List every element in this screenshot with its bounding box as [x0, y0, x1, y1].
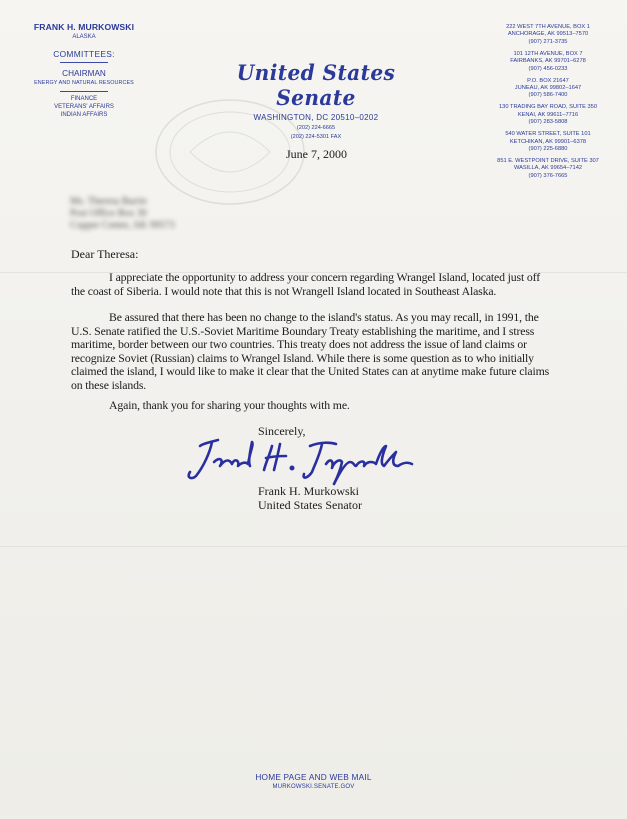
- office-address: [486, 131, 610, 153]
- closing: Sincerely,: [258, 424, 306, 438]
- chairman-label: CHAIRMAN: [62, 69, 106, 78]
- recipient-line: Post Office Box 30: [70, 208, 147, 219]
- office-address: [486, 51, 610, 73]
- senator-name: FRANK H. MURKOWSKI: [33, 22, 135, 32]
- footer-label: HOME PAGE AND WEB MAIL: [255, 772, 372, 782]
- footer-website: MURKOWSKI.SENATE.GOV: [272, 784, 355, 790]
- office-street: 130 TRADING BAY ROAD, SUITE 350: [499, 104, 597, 111]
- office-address: [486, 24, 610, 46]
- letter-date: June 7, 2000: [286, 147, 347, 161]
- letterhead-footer: [200, 772, 427, 790]
- letterhead-center: [210, 60, 422, 140]
- office-city: JUNEAU, AK 99802–1647: [514, 85, 582, 92]
- committee-item: FINANCE: [70, 96, 98, 102]
- recipient-line: Copper Center, AK 99573: [70, 220, 175, 231]
- senator-state: ALASKA: [72, 34, 96, 40]
- letterhead-offices: [486, 24, 610, 185]
- body-paragraph: Again, thank you for sharing your thoughts with me.: [109, 398, 350, 412]
- signer-block: [258, 485, 362, 513]
- office-city: KENAI, AK 99611–7716: [517, 111, 579, 118]
- signer-name: Frank H. Murkowski: [258, 484, 359, 498]
- divider: [60, 62, 108, 63]
- office-street: 101 12TH AVENUE, BOX 7: [513, 50, 583, 57]
- body-paragraph: Be assured that there has been no change to the island's status. As you may recall, in 1991, the U.S. Senate ratified the U.S.-Soviet Maritime Boundary Treaty establishing the maritime, and I stress maritime, border between our two countries. This treaty does not address the issue of land claims or recognize Soviet (Russian) claims to Wrangel Island. While there is some question as to who initially claimed the island, I would like to make it clear that the United States can at anytime make future claims on these islands.: [71, 310, 550, 392]
- office-address: [486, 158, 610, 180]
- recipient-address-redacted: [70, 196, 230, 232]
- salutation: Dear Theresa:: [71, 247, 139, 261]
- body-paragraph: I appreciate the opportunity to address your concern regarding Wrangel Island, located just off the coast of Siberia. I would note that this is not Wrangell Island located in Southeast Alaska.: [71, 270, 541, 298]
- office-city: ANCHORAGE, AK 99513–7570: [507, 31, 589, 38]
- office-address: [486, 104, 610, 126]
- fold-line: [0, 546, 627, 547]
- office-street: P.O. BOX 21647: [527, 77, 569, 84]
- office-phone: (907) 456-0233: [528, 65, 568, 72]
- office-street: 851 E. WESTPOINT DRIVE, SUITE 307: [497, 158, 599, 165]
- phone-number: (202) 224-6665: [296, 125, 336, 131]
- office-phone: (907) 376-7665: [528, 172, 568, 179]
- recipient-line: Ms. Theresa Barrie: [70, 196, 147, 207]
- office-phone: (907) 271-3735: [528, 38, 568, 45]
- letterhead-left-column: [28, 22, 140, 118]
- office-city: WASILLA, AK 99654–7142: [513, 165, 583, 172]
- office-street: 222 WEST 7TH AVENUE, BOX 1: [506, 24, 590, 30]
- office-city: KETCHIKAN, AK 99901–6378: [509, 138, 587, 145]
- committee-item: INDIAN AFFAIRS: [60, 112, 108, 118]
- committees-label: COMMITTEES:: [53, 49, 115, 59]
- office-phone: (907) 283-5808: [528, 119, 568, 126]
- committee-item: VETERANS' AFFAIRS: [54, 104, 114, 110]
- washington-address: WASHINGTON, DC 20510–0202: [253, 113, 379, 122]
- office-phone: (907) 225-6880: [528, 146, 568, 153]
- chairman-committee: ENERGY AND NATURAL RESOURCES: [34, 80, 134, 86]
- divider: [60, 91, 108, 92]
- handwritten-signature: [180, 432, 440, 488]
- office-address: [486, 78, 610, 100]
- office-phone: (907) 586-7400: [528, 92, 568, 99]
- signer-title: United States Senator: [258, 497, 362, 512]
- office-city: FAIRBANKS, AK 99701–6278: [510, 58, 586, 65]
- senate-title: United States Senate: [236, 60, 396, 110]
- fax-number: (202) 224-5301 FAX: [290, 134, 342, 140]
- office-street: 540 WATER STREET, SUITE 101: [505, 131, 591, 138]
